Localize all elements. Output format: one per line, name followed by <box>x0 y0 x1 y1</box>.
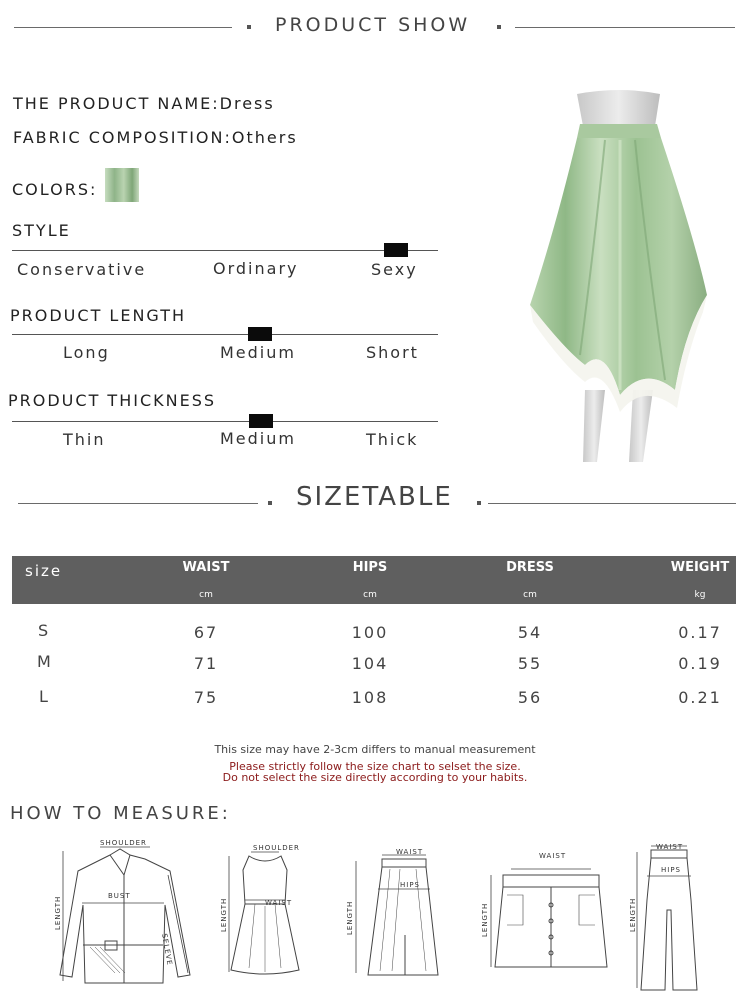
style-scale-marker <box>384 243 408 257</box>
sizetable-rule-left <box>18 503 258 504</box>
cell-waist: 67 <box>193 623 219 642</box>
size-warning-line1: Please strictly follow the size chart to selset the size. <box>229 760 521 773</box>
style-option-ordinary: Ordinary <box>213 259 299 278</box>
thickness-scale-line <box>12 421 438 422</box>
unit-hips: cm <box>363 590 377 600</box>
sizetable-dot-right <box>477 501 481 505</box>
cell-dress: 54 <box>517 623 543 642</box>
header-dot-left <box>247 25 251 29</box>
how-to-measure-title: HOW TO MEASURE: <box>10 803 231 824</box>
style-scale-line <box>12 250 438 251</box>
length-scale-line <box>12 334 438 335</box>
shirt-length-label: LENGTH <box>54 895 62 930</box>
skirt-waist-label: WAIST <box>396 848 424 856</box>
style-option-sexy: Sexy <box>371 260 418 279</box>
col-header-dress: DRESS <box>506 560 554 575</box>
shirt-sleeve-label: SELEVE <box>160 933 174 967</box>
length-scale-marker <box>248 327 272 341</box>
skirt-length-label: LENGTH <box>346 900 354 935</box>
cell-hips: 104 <box>351 654 389 673</box>
cell-waist: 71 <box>193 654 219 673</box>
cell-size: S <box>38 621 51 640</box>
cell-weight: 0.19 <box>678 654 722 673</box>
shirt-shoulder-label: SHOULDER <box>100 839 147 847</box>
pants-hips-label: HIPS <box>661 866 681 874</box>
col-header-size: size <box>25 562 63 580</box>
sizetable-dot-left <box>268 501 272 505</box>
fabric-row <box>13 128 298 147</box>
size-warning-line2: Do not select the size directly according to your habits. <box>222 771 528 784</box>
length-option-short: Short <box>366 343 419 362</box>
color-swatch[interactable] <box>105 168 139 202</box>
product-photo <box>525 90 715 465</box>
fabric-label: FABRIC COMPOSITION: <box>13 128 232 147</box>
unit-waist: cm <box>199 590 213 600</box>
cell-size: M <box>37 652 53 671</box>
shorts-measure-diagram <box>475 845 615 980</box>
measurement-note: This size may have 2-3cm differs to manual measurement <box>214 743 536 756</box>
cell-waist: 75 <box>193 688 219 707</box>
mannequin-torso <box>577 90 660 126</box>
cell-dress: 55 <box>517 654 543 673</box>
skirt-illustration <box>525 90 715 465</box>
cell-hips: 100 <box>351 623 389 642</box>
sizetable-title: SIZETABLE <box>296 482 453 512</box>
length-option-long: Long <box>63 343 110 362</box>
product-show-title: PRODUCT SHOW <box>275 14 471 36</box>
shorts-length-label: LENGTH <box>481 902 489 937</box>
unit-weight: kg <box>694 590 706 600</box>
col-header-weight: WEIGHT <box>670 560 730 575</box>
style-option-conservative: Conservative <box>17 260 147 279</box>
shirt-measure-diagram <box>50 835 200 995</box>
mannequin-leg-left <box>583 390 605 462</box>
skirt-hips-label: HIPS <box>400 881 420 889</box>
header-rule-left <box>14 27 232 28</box>
col-header-hips: HIPS <box>352 560 388 575</box>
dress-length-label: LENGTH <box>220 897 228 932</box>
unit-dress: cm <box>523 590 537 600</box>
length-label: PRODUCT LENGTH <box>10 306 187 325</box>
thickness-label: PRODUCT THICKNESS <box>8 391 216 410</box>
thickness-option-thick: Thick <box>366 430 419 449</box>
pants-waist-label: WAIST <box>656 843 684 851</box>
product-name-row <box>13 94 275 113</box>
header-rule-right <box>515 27 735 28</box>
skirt-measure-diagram <box>340 845 450 990</box>
shirt-bust-label: BUST <box>108 892 131 900</box>
col-header-waist: WAIST <box>182 560 230 575</box>
colors-label: COLORS: <box>12 180 98 199</box>
dress-measure-diagram <box>215 840 315 990</box>
thickness-option-medium: Medium <box>220 429 296 448</box>
product-name-value: Dress <box>219 94 275 113</box>
pants-measure-diagram <box>625 840 705 995</box>
length-option-medium: Medium <box>220 343 296 362</box>
fabric-value: Others <box>231 128 298 147</box>
mannequin-leg-right <box>629 390 653 462</box>
product-name-label: THE PRODUCT NAME: <box>13 94 220 113</box>
dress-shoulder-label: SHOULDER <box>253 844 300 852</box>
cell-hips: 108 <box>351 688 389 707</box>
cell-size: L <box>39 687 50 706</box>
skirt-waistband <box>577 124 661 138</box>
shorts-waist-label: WAIST <box>539 852 567 860</box>
cell-weight: 0.21 <box>678 688 722 707</box>
pants-length-label: LENGTH <box>629 897 637 932</box>
style-label: STYLE <box>12 221 71 240</box>
cell-dress: 56 <box>517 688 543 707</box>
thickness-scale-marker <box>249 414 273 428</box>
header-dot-right <box>497 25 501 29</box>
thickness-option-thin: Thin <box>63 430 106 449</box>
dress-waist-label: WAIST <box>265 899 293 907</box>
sizetable-rule-right <box>488 503 736 504</box>
cell-weight: 0.17 <box>678 623 722 642</box>
